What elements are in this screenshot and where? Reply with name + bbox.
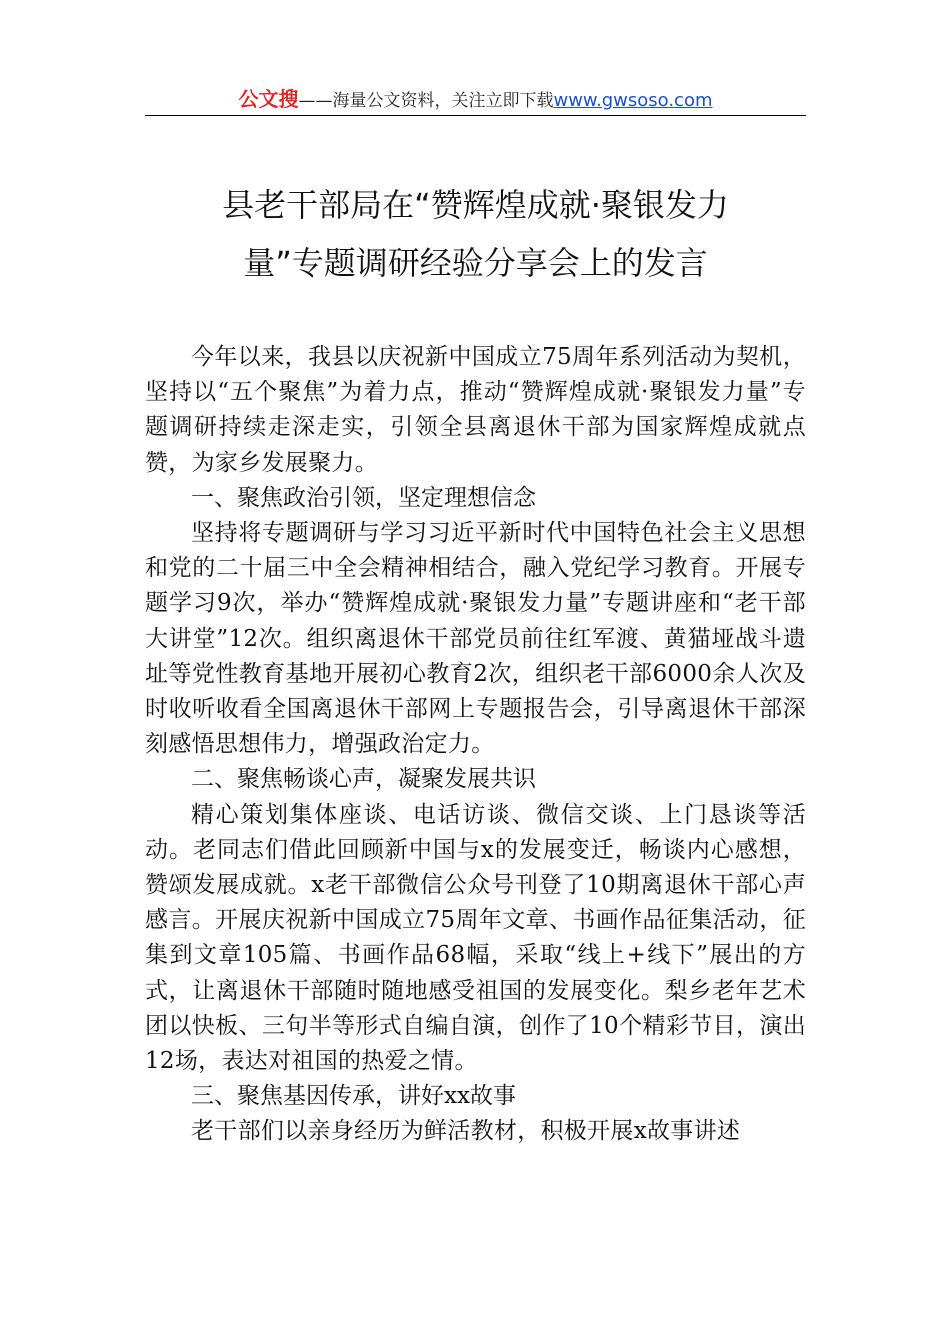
section-paragraph-1: 坚持将专题调研与学习习近平新时代中国特色社会主义思想和党的二十届三中全会精神相结合，融入党纪学习教育。开展专题学习9次，举办“赞辉煌成就·聚银发力量”专题讲座和“老干部大讲堂”12次。组织离退休干部党员前往红军渡、黄猫垭战斗遗址等党性教育基地开展初心教育2次，组织老干部6000余人次及时收听收看全国离退休干部网上专题报告会，引导离退休干部深刻感悟思想伟力，增强政治定力。 [145, 520, 806, 758]
page-header [145, 84, 806, 114]
section-paragraph-3: 老干部们以亲身经历为鲜活教材，积极开展x故事讲述 [191, 1118, 741, 1145]
header-tagline: ——海量公文资料，关注立即下载 [298, 91, 554, 111]
section-heading-1: 一、聚焦政治引领，坚定理想信念 [191, 484, 536, 511]
brand-logo-text: 公文搜 [238, 87, 299, 111]
title-line-1: 县老干部局在“赞辉煌成就·聚银发力 [222, 186, 729, 224]
intro-paragraph: 今年以来，我县以庆祝新中国成立75周年系列活动为契机，坚持以“五个聚焦”为着力点，推动“赞辉煌成就·聚银发力量”专题调研持续走深走实，引领全县离退休干部为国家辉煌成就点赞，为家乡发展聚力。 [145, 344, 806, 476]
section-heading-2: 二、聚焦畅谈心声，凝聚发展共识 [191, 766, 536, 793]
header-divider [145, 115, 806, 116]
website-link[interactable]: www.gwsoso.com [553, 90, 713, 111]
section-heading-3: 三、聚焦基因传承，讲好xx故事 [191, 1083, 516, 1110]
title-line-2: 量”专题调研经验分享会上的发言 [243, 244, 708, 282]
document-title [145, 176, 806, 292]
document-body [145, 340, 806, 1150]
section-paragraph-2: 精心策划集体座谈、电话访谈、微信交谈、上门恳谈等活动。老同志们借此回顾新中国与x的发展变迁，畅谈内心感想，赞颂发展成就。x老干部微信公众号刊登了10期离退休干部心声感言。开展庆祝新中国成立75周年文章、书画作品征集活动，征集到文章105篇、书画作品68幅，采取“线上+线下”展出的方式，让离退休干部随时随地感受祖国的发展变化。梨乡老年艺术团以快板、三句半等形式自编自演，创作了10个精彩节目，演出12场，表达对祖国的热爱之情。 [145, 801, 806, 1075]
